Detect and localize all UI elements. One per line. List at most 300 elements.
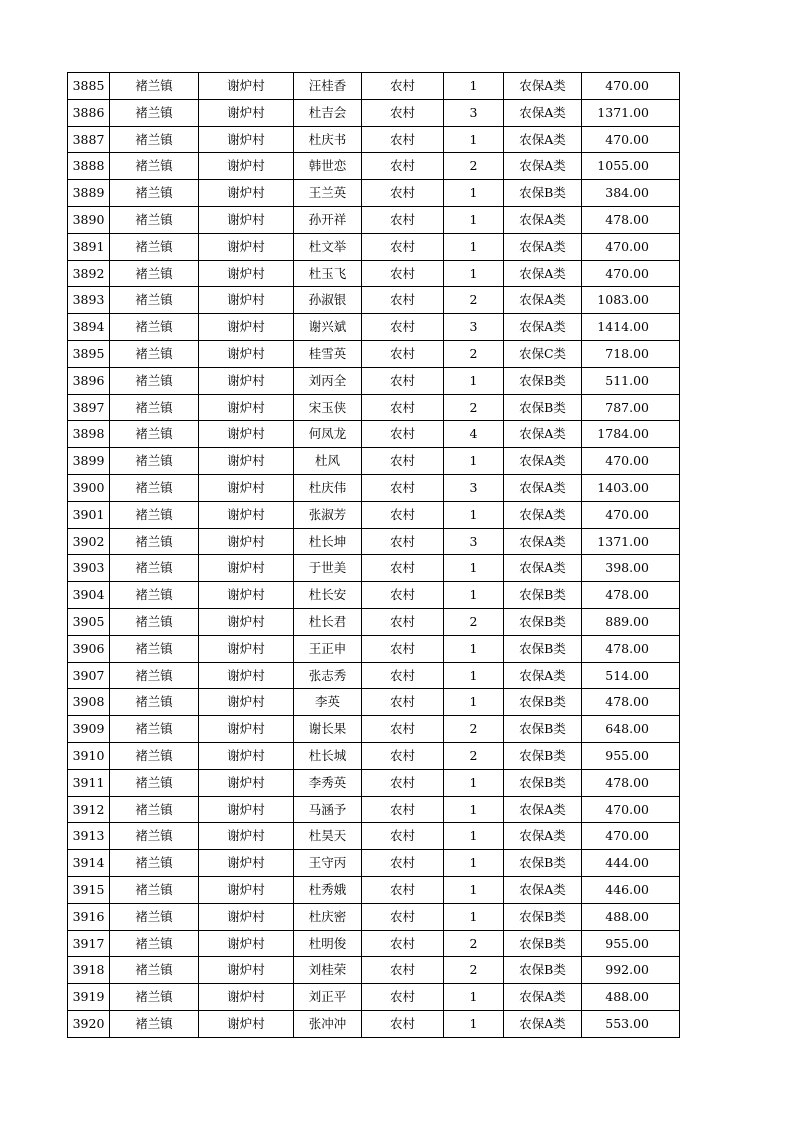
household-size-cell: 1 bbox=[444, 689, 504, 716]
town-cell: 褚兰镇 bbox=[110, 448, 199, 475]
serial-cell: 3913 bbox=[68, 823, 110, 850]
amount-cell: 955.00 bbox=[582, 930, 680, 957]
area-type-cell: 农村 bbox=[362, 340, 444, 367]
table-row bbox=[68, 662, 680, 689]
village-cell: 谢炉村 bbox=[199, 448, 294, 475]
serial-cell: 3899 bbox=[68, 448, 110, 475]
category-cell: 农保B类 bbox=[504, 689, 582, 716]
area-type-cell: 农村 bbox=[362, 501, 444, 528]
village-cell: 谢炉村 bbox=[199, 287, 294, 314]
amount-cell: 470.00 bbox=[582, 796, 680, 823]
area-type-cell: 农村 bbox=[362, 635, 444, 662]
name-cell: 杜长君 bbox=[294, 608, 362, 635]
category-cell: 农保A类 bbox=[504, 876, 582, 903]
area-type-cell: 农村 bbox=[362, 582, 444, 609]
town-cell: 褚兰镇 bbox=[110, 501, 199, 528]
amount-cell: 478.00 bbox=[582, 769, 680, 796]
village-cell: 谢炉村 bbox=[199, 421, 294, 448]
area-type-cell: 农村 bbox=[362, 233, 444, 260]
name-cell: 桂雪英 bbox=[294, 340, 362, 367]
category-cell: 农保B类 bbox=[504, 850, 582, 877]
name-cell: 王正申 bbox=[294, 635, 362, 662]
serial-cell: 3919 bbox=[68, 984, 110, 1011]
name-cell: 杜玉飞 bbox=[294, 260, 362, 287]
village-cell: 谢炉村 bbox=[199, 501, 294, 528]
serial-cell: 3892 bbox=[68, 260, 110, 287]
household-size-cell: 1 bbox=[444, 126, 504, 153]
category-cell: 农保B类 bbox=[504, 180, 582, 207]
household-size-cell: 2 bbox=[444, 394, 504, 421]
town-cell: 褚兰镇 bbox=[110, 823, 199, 850]
serial-cell: 3903 bbox=[68, 555, 110, 582]
name-cell: 杜庆密 bbox=[294, 903, 362, 930]
category-cell: 农保A类 bbox=[504, 528, 582, 555]
town-cell: 褚兰镇 bbox=[110, 367, 199, 394]
table-row bbox=[68, 608, 680, 635]
area-type-cell: 农村 bbox=[362, 555, 444, 582]
amount-cell: 478.00 bbox=[582, 582, 680, 609]
amount-cell: 488.00 bbox=[582, 984, 680, 1011]
name-cell: 韩世恋 bbox=[294, 153, 362, 180]
table-row bbox=[68, 850, 680, 877]
town-cell: 褚兰镇 bbox=[110, 153, 199, 180]
village-cell: 谢炉村 bbox=[199, 957, 294, 984]
household-size-cell: 1 bbox=[444, 367, 504, 394]
town-cell: 褚兰镇 bbox=[110, 662, 199, 689]
amount-cell: 1784.00 bbox=[582, 421, 680, 448]
category-cell: 农保B类 bbox=[504, 367, 582, 394]
village-cell: 谢炉村 bbox=[199, 823, 294, 850]
household-size-cell: 1 bbox=[444, 501, 504, 528]
category-cell: 农保B类 bbox=[504, 903, 582, 930]
category-cell: 农保A类 bbox=[504, 1010, 582, 1037]
household-size-cell: 1 bbox=[444, 448, 504, 475]
amount-cell: 1371.00 bbox=[582, 528, 680, 555]
table-row bbox=[68, 957, 680, 984]
village-cell: 谢炉村 bbox=[199, 153, 294, 180]
amount-cell: 511.00 bbox=[582, 367, 680, 394]
category-cell: 农保A类 bbox=[504, 206, 582, 233]
amount-cell: 470.00 bbox=[582, 260, 680, 287]
village-cell: 谢炉村 bbox=[199, 206, 294, 233]
serial-cell: 3916 bbox=[68, 903, 110, 930]
household-size-cell: 1 bbox=[444, 555, 504, 582]
area-type-cell: 农村 bbox=[362, 957, 444, 984]
village-cell: 谢炉村 bbox=[199, 260, 294, 287]
name-cell: 李秀英 bbox=[294, 769, 362, 796]
amount-cell: 955.00 bbox=[582, 742, 680, 769]
village-cell: 谢炉村 bbox=[199, 716, 294, 743]
amount-cell: 648.00 bbox=[582, 716, 680, 743]
category-cell: 农保A类 bbox=[504, 73, 582, 100]
name-cell: 杜庆伟 bbox=[294, 474, 362, 501]
name-cell: 孙开祥 bbox=[294, 206, 362, 233]
table-row bbox=[68, 233, 680, 260]
amount-cell: 470.00 bbox=[582, 448, 680, 475]
serial-cell: 3895 bbox=[68, 340, 110, 367]
serial-cell: 3920 bbox=[68, 1010, 110, 1037]
amount-cell: 553.00 bbox=[582, 1010, 680, 1037]
table-row bbox=[68, 930, 680, 957]
table-row bbox=[68, 528, 680, 555]
table-row bbox=[68, 421, 680, 448]
table-row bbox=[68, 126, 680, 153]
table-row bbox=[68, 876, 680, 903]
village-cell: 谢炉村 bbox=[199, 180, 294, 207]
category-cell: 农保A类 bbox=[504, 662, 582, 689]
name-cell: 马涵予 bbox=[294, 796, 362, 823]
name-cell: 刘丙全 bbox=[294, 367, 362, 394]
name-cell: 宋玉侠 bbox=[294, 394, 362, 421]
village-cell: 谢炉村 bbox=[199, 608, 294, 635]
table-row bbox=[68, 903, 680, 930]
household-size-cell: 2 bbox=[444, 340, 504, 367]
table-row bbox=[68, 769, 680, 796]
village-cell: 谢炉村 bbox=[199, 930, 294, 957]
table-row bbox=[68, 180, 680, 207]
area-type-cell: 农村 bbox=[362, 1010, 444, 1037]
area-type-cell: 农村 bbox=[362, 689, 444, 716]
category-cell: 农保B类 bbox=[504, 608, 582, 635]
category-cell: 农保A类 bbox=[504, 555, 582, 582]
name-cell: 杜长安 bbox=[294, 582, 362, 609]
table-body bbox=[68, 73, 680, 1038]
area-type-cell: 农村 bbox=[362, 984, 444, 1011]
village-cell: 谢炉村 bbox=[199, 582, 294, 609]
household-size-cell: 2 bbox=[444, 930, 504, 957]
household-size-cell: 1 bbox=[444, 582, 504, 609]
serial-cell: 3914 bbox=[68, 850, 110, 877]
table-row bbox=[68, 742, 680, 769]
category-cell: 农保A类 bbox=[504, 984, 582, 1011]
town-cell: 褚兰镇 bbox=[110, 126, 199, 153]
household-size-cell: 1 bbox=[444, 823, 504, 850]
name-cell: 杜秀娥 bbox=[294, 876, 362, 903]
village-cell: 谢炉村 bbox=[199, 233, 294, 260]
serial-cell: 3902 bbox=[68, 528, 110, 555]
category-cell: 农保B类 bbox=[504, 957, 582, 984]
table-row bbox=[68, 206, 680, 233]
household-size-cell: 1 bbox=[444, 206, 504, 233]
name-cell: 于世美 bbox=[294, 555, 362, 582]
household-size-cell: 3 bbox=[444, 528, 504, 555]
serial-cell: 3889 bbox=[68, 180, 110, 207]
category-cell: 农保B类 bbox=[504, 742, 582, 769]
table-row bbox=[68, 340, 680, 367]
serial-cell: 3917 bbox=[68, 930, 110, 957]
category-cell: 农保A类 bbox=[504, 448, 582, 475]
village-cell: 谢炉村 bbox=[199, 984, 294, 1011]
serial-cell: 3911 bbox=[68, 769, 110, 796]
name-cell: 汪桂香 bbox=[294, 73, 362, 100]
household-size-cell: 3 bbox=[444, 99, 504, 126]
amount-cell: 470.00 bbox=[582, 501, 680, 528]
serial-cell: 3909 bbox=[68, 716, 110, 743]
category-cell: 农保A类 bbox=[504, 501, 582, 528]
town-cell: 褚兰镇 bbox=[110, 984, 199, 1011]
amount-cell: 446.00 bbox=[582, 876, 680, 903]
category-cell: 农保C类 bbox=[504, 340, 582, 367]
category-cell: 农保A类 bbox=[504, 823, 582, 850]
serial-cell: 3897 bbox=[68, 394, 110, 421]
table-row bbox=[68, 796, 680, 823]
serial-cell: 3908 bbox=[68, 689, 110, 716]
category-cell: 农保B类 bbox=[504, 582, 582, 609]
household-size-cell: 2 bbox=[444, 153, 504, 180]
village-cell: 谢炉村 bbox=[199, 689, 294, 716]
serial-cell: 3907 bbox=[68, 662, 110, 689]
area-type-cell: 农村 bbox=[362, 260, 444, 287]
name-cell: 杜长坤 bbox=[294, 528, 362, 555]
town-cell: 褚兰镇 bbox=[110, 635, 199, 662]
table-row bbox=[68, 474, 680, 501]
beneficiary-table bbox=[67, 72, 680, 1038]
name-cell: 杜昊天 bbox=[294, 823, 362, 850]
household-size-cell: 1 bbox=[444, 180, 504, 207]
name-cell: 王兰英 bbox=[294, 180, 362, 207]
household-size-cell: 1 bbox=[444, 984, 504, 1011]
town-cell: 褚兰镇 bbox=[110, 796, 199, 823]
amount-cell: 718.00 bbox=[582, 340, 680, 367]
household-size-cell: 1 bbox=[444, 876, 504, 903]
name-cell: 杜明俊 bbox=[294, 930, 362, 957]
serial-cell: 3900 bbox=[68, 474, 110, 501]
name-cell: 张淑芳 bbox=[294, 501, 362, 528]
household-size-cell: 1 bbox=[444, 769, 504, 796]
area-type-cell: 农村 bbox=[362, 796, 444, 823]
household-size-cell: 1 bbox=[444, 233, 504, 260]
area-type-cell: 农村 bbox=[362, 314, 444, 341]
name-cell: 杜文举 bbox=[294, 233, 362, 260]
village-cell: 谢炉村 bbox=[199, 555, 294, 582]
amount-cell: 478.00 bbox=[582, 635, 680, 662]
amount-cell: 470.00 bbox=[582, 823, 680, 850]
household-size-cell: 2 bbox=[444, 287, 504, 314]
area-type-cell: 农村 bbox=[362, 608, 444, 635]
serial-cell: 3887 bbox=[68, 126, 110, 153]
serial-cell: 3910 bbox=[68, 742, 110, 769]
household-size-cell: 2 bbox=[444, 608, 504, 635]
area-type-cell: 农村 bbox=[362, 876, 444, 903]
town-cell: 褚兰镇 bbox=[110, 957, 199, 984]
household-size-cell: 2 bbox=[444, 742, 504, 769]
town-cell: 褚兰镇 bbox=[110, 582, 199, 609]
area-type-cell: 农村 bbox=[362, 99, 444, 126]
amount-cell: 889.00 bbox=[582, 608, 680, 635]
amount-cell: 478.00 bbox=[582, 206, 680, 233]
amount-cell: 514.00 bbox=[582, 662, 680, 689]
serial-cell: 3886 bbox=[68, 99, 110, 126]
household-size-cell: 1 bbox=[444, 850, 504, 877]
table-row bbox=[68, 716, 680, 743]
name-cell: 孙淑银 bbox=[294, 287, 362, 314]
name-cell: 刘正平 bbox=[294, 984, 362, 1011]
town-cell: 褚兰镇 bbox=[110, 555, 199, 582]
serial-cell: 3906 bbox=[68, 635, 110, 662]
name-cell: 杜吉会 bbox=[294, 99, 362, 126]
table-row bbox=[68, 689, 680, 716]
amount-cell: 1371.00 bbox=[582, 99, 680, 126]
category-cell: 农保A类 bbox=[504, 153, 582, 180]
amount-cell: 384.00 bbox=[582, 180, 680, 207]
area-type-cell: 农村 bbox=[362, 367, 444, 394]
town-cell: 褚兰镇 bbox=[110, 876, 199, 903]
area-type-cell: 农村 bbox=[362, 903, 444, 930]
serial-cell: 3891 bbox=[68, 233, 110, 260]
village-cell: 谢炉村 bbox=[199, 769, 294, 796]
town-cell: 褚兰镇 bbox=[110, 903, 199, 930]
village-cell: 谢炉村 bbox=[199, 876, 294, 903]
name-cell: 何凤龙 bbox=[294, 421, 362, 448]
serial-cell: 3918 bbox=[68, 957, 110, 984]
village-cell: 谢炉村 bbox=[199, 314, 294, 341]
area-type-cell: 农村 bbox=[362, 823, 444, 850]
category-cell: 农保A类 bbox=[504, 421, 582, 448]
amount-cell: 470.00 bbox=[582, 73, 680, 100]
category-cell: 农保B类 bbox=[504, 769, 582, 796]
town-cell: 褚兰镇 bbox=[110, 474, 199, 501]
area-type-cell: 农村 bbox=[362, 206, 444, 233]
category-cell: 农保A类 bbox=[504, 260, 582, 287]
town-cell: 褚兰镇 bbox=[110, 314, 199, 341]
area-type-cell: 农村 bbox=[362, 126, 444, 153]
area-type-cell: 农村 bbox=[362, 850, 444, 877]
village-cell: 谢炉村 bbox=[199, 850, 294, 877]
serial-cell: 3896 bbox=[68, 367, 110, 394]
amount-cell: 1055.00 bbox=[582, 153, 680, 180]
serial-cell: 3901 bbox=[68, 501, 110, 528]
village-cell: 谢炉村 bbox=[199, 474, 294, 501]
household-size-cell: 1 bbox=[444, 662, 504, 689]
category-cell: 农保A类 bbox=[504, 126, 582, 153]
household-size-cell: 1 bbox=[444, 796, 504, 823]
household-size-cell: 3 bbox=[444, 474, 504, 501]
amount-cell: 1403.00 bbox=[582, 474, 680, 501]
serial-cell: 3912 bbox=[68, 796, 110, 823]
serial-cell: 3904 bbox=[68, 582, 110, 609]
area-type-cell: 农村 bbox=[362, 73, 444, 100]
serial-cell: 3888 bbox=[68, 153, 110, 180]
town-cell: 褚兰镇 bbox=[110, 689, 199, 716]
village-cell: 谢炉村 bbox=[199, 903, 294, 930]
category-cell: 农保A类 bbox=[504, 474, 582, 501]
name-cell: 李英 bbox=[294, 689, 362, 716]
name-cell: 杜风 bbox=[294, 448, 362, 475]
town-cell: 褚兰镇 bbox=[110, 73, 199, 100]
table-row bbox=[68, 153, 680, 180]
category-cell: 农保A类 bbox=[504, 314, 582, 341]
town-cell: 褚兰镇 bbox=[110, 716, 199, 743]
area-type-cell: 农村 bbox=[362, 742, 444, 769]
town-cell: 褚兰镇 bbox=[110, 180, 199, 207]
village-cell: 谢炉村 bbox=[199, 662, 294, 689]
household-size-cell: 2 bbox=[444, 957, 504, 984]
table-row bbox=[68, 314, 680, 341]
name-cell: 杜长城 bbox=[294, 742, 362, 769]
serial-cell: 3898 bbox=[68, 421, 110, 448]
amount-cell: 444.00 bbox=[582, 850, 680, 877]
town-cell: 褚兰镇 bbox=[110, 742, 199, 769]
town-cell: 褚兰镇 bbox=[110, 608, 199, 635]
area-type-cell: 农村 bbox=[362, 421, 444, 448]
amount-cell: 1083.00 bbox=[582, 287, 680, 314]
area-type-cell: 农村 bbox=[362, 474, 444, 501]
area-type-cell: 农村 bbox=[362, 528, 444, 555]
area-type-cell: 农村 bbox=[362, 287, 444, 314]
town-cell: 褚兰镇 bbox=[110, 528, 199, 555]
town-cell: 褚兰镇 bbox=[110, 769, 199, 796]
table-row bbox=[68, 260, 680, 287]
table-row bbox=[68, 367, 680, 394]
table-row bbox=[68, 73, 680, 100]
town-cell: 褚兰镇 bbox=[110, 394, 199, 421]
table-row bbox=[68, 448, 680, 475]
amount-cell: 398.00 bbox=[582, 555, 680, 582]
amount-cell: 1414.00 bbox=[582, 314, 680, 341]
area-type-cell: 农村 bbox=[362, 769, 444, 796]
area-type-cell: 农村 bbox=[362, 716, 444, 743]
household-size-cell: 1 bbox=[444, 260, 504, 287]
name-cell: 刘桂荣 bbox=[294, 957, 362, 984]
household-size-cell: 1 bbox=[444, 903, 504, 930]
household-size-cell: 3 bbox=[444, 314, 504, 341]
household-size-cell: 2 bbox=[444, 716, 504, 743]
amount-cell: 787.00 bbox=[582, 394, 680, 421]
household-size-cell: 4 bbox=[444, 421, 504, 448]
category-cell: 农保B类 bbox=[504, 716, 582, 743]
serial-cell: 3890 bbox=[68, 206, 110, 233]
amount-cell: 992.00 bbox=[582, 957, 680, 984]
table-row bbox=[68, 555, 680, 582]
category-cell: 农保A类 bbox=[504, 99, 582, 126]
area-type-cell: 农村 bbox=[362, 394, 444, 421]
table-row bbox=[68, 984, 680, 1011]
village-cell: 谢炉村 bbox=[199, 394, 294, 421]
category-cell: 农保B类 bbox=[504, 635, 582, 662]
serial-cell: 3893 bbox=[68, 287, 110, 314]
village-cell: 谢炉村 bbox=[199, 367, 294, 394]
table-row bbox=[68, 501, 680, 528]
table-row bbox=[68, 1010, 680, 1037]
serial-cell: 3885 bbox=[68, 73, 110, 100]
town-cell: 褚兰镇 bbox=[110, 260, 199, 287]
town-cell: 褚兰镇 bbox=[110, 340, 199, 367]
area-type-cell: 农村 bbox=[362, 153, 444, 180]
name-cell: 谢兴斌 bbox=[294, 314, 362, 341]
town-cell: 褚兰镇 bbox=[110, 99, 199, 126]
name-cell: 王守丙 bbox=[294, 850, 362, 877]
village-cell: 谢炉村 bbox=[199, 126, 294, 153]
table-row bbox=[68, 823, 680, 850]
village-cell: 谢炉村 bbox=[199, 635, 294, 662]
village-cell: 谢炉村 bbox=[199, 1010, 294, 1037]
village-cell: 谢炉村 bbox=[199, 99, 294, 126]
name-cell: 谢长果 bbox=[294, 716, 362, 743]
table-row bbox=[68, 635, 680, 662]
amount-cell: 470.00 bbox=[582, 126, 680, 153]
household-size-cell: 1 bbox=[444, 1010, 504, 1037]
amount-cell: 488.00 bbox=[582, 903, 680, 930]
town-cell: 褚兰镇 bbox=[110, 1010, 199, 1037]
table-row bbox=[68, 582, 680, 609]
serial-cell: 3894 bbox=[68, 314, 110, 341]
area-type-cell: 农村 bbox=[362, 448, 444, 475]
serial-cell: 3915 bbox=[68, 876, 110, 903]
household-size-cell: 1 bbox=[444, 635, 504, 662]
table-row bbox=[68, 394, 680, 421]
town-cell: 褚兰镇 bbox=[110, 287, 199, 314]
village-cell: 谢炉村 bbox=[199, 528, 294, 555]
